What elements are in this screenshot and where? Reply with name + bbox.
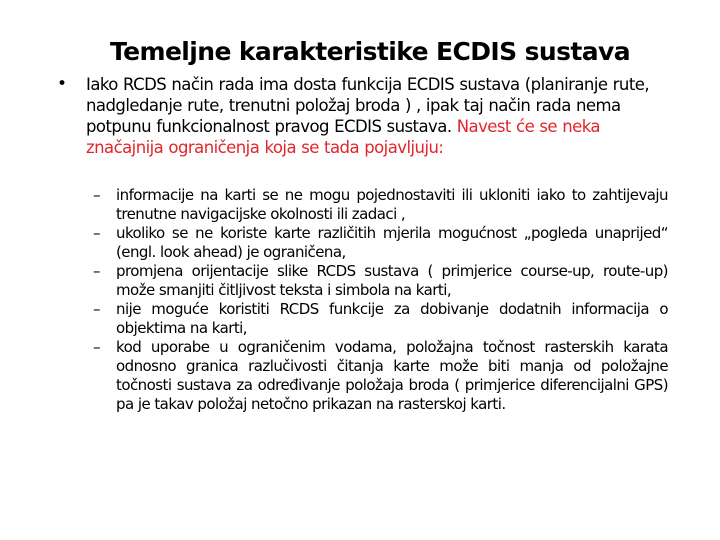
dash-marker: – bbox=[93, 224, 100, 242]
bullet-marker: • bbox=[57, 74, 68, 94]
sub-bullet-item bbox=[93, 224, 668, 262]
sub-bullet-item bbox=[93, 300, 668, 338]
sub-bullet-item bbox=[93, 338, 668, 414]
sub-bullet-list bbox=[93, 186, 668, 414]
sub-bullet-text: promjena orijentacije slike RCDS sustava ( primjerice course-up, route-up) može smanjiti čitljivost teksta i simbola na karti, bbox=[116, 262, 668, 299]
dash-marker: – bbox=[93, 262, 100, 280]
slide-title: Temeljne karakteristike ECDIS sustava bbox=[110, 37, 630, 66]
dash-marker: – bbox=[93, 186, 100, 204]
sub-bullet-text: informacije na karti se ne mogu pojednostaviti ili ukloniti iako to zahtijevaju trenutne navigacijske okolnosti ili zadaci , bbox=[116, 186, 668, 223]
sub-bullet-text: ukoliko se ne koriste karte različitih mjerila mogućnost „pogleda unaprijed“ (engl. look ahead) je ograničena, bbox=[116, 224, 668, 261]
dash-marker: – bbox=[93, 338, 100, 356]
sub-bullet-item bbox=[93, 186, 668, 224]
sub-bullet-text: nije moguće koristiti RCDS funkcije za dobivanje dodatnih informacija o objektima na karti, bbox=[116, 300, 668, 337]
main-bullet bbox=[57, 74, 672, 158]
sub-bullet-item bbox=[93, 262, 668, 300]
dash-marker: – bbox=[93, 300, 100, 318]
sub-bullet-text: kod uporabe u ograničenim vodama, položajna točnost rasterskih karata odnosno granica razlučivosti čitanja karte može biti manja od položajne točnosti sustava za određivanje položaja broda ( primjerice diferencijalni GPS) pa je takav položaj netočno prikazan na rasterskoj karti. bbox=[116, 338, 668, 413]
main-bullet-text bbox=[86, 74, 672, 158]
main-bullet-body: Iako RCDS način rada ima dosta funkcija ECDIS sustava (planiranje rute, nadgledanje rute, trenutni položaj broda ) , ipak taj način rada nema potpunu funkcionalnost pravog ECDIS sustava. bbox=[86, 75, 650, 136]
main-bullet-highlight: Navest će se neka značajnija ograničenja koja se tada pojavljuju: bbox=[86, 117, 600, 157]
